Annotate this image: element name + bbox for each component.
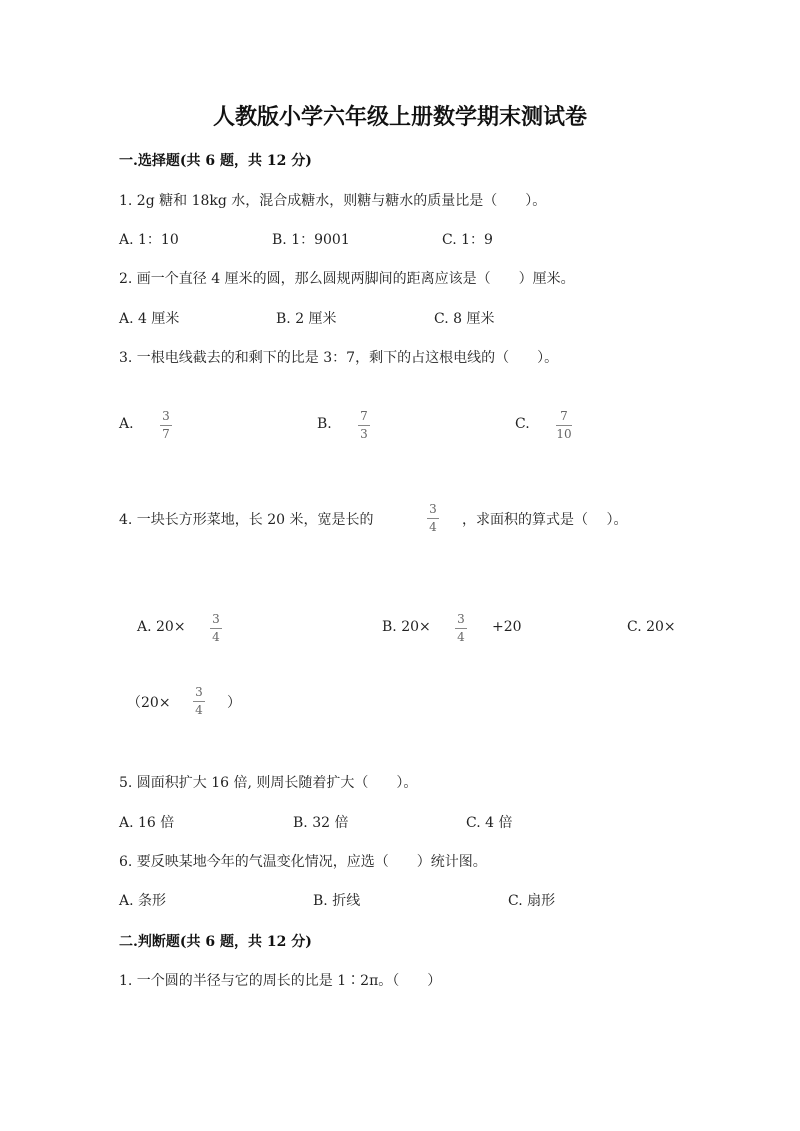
page-title: 人教版小学六年级上册数学期末测试卷 [212,104,587,130]
fraction-bar [160,425,172,426]
question-3: 3. 一根电线截去的和剩下的比是 3：7，剩下的占这根电线的（ ）。 [119,350,559,366]
question-6: 6. 要反映某地今年的气温变化情况，应选（ ）统计图。 [119,854,487,870]
fraction-bar [193,701,205,702]
denominator: 10 [556,427,572,441]
q3-option-c-fraction [556,410,572,441]
question-4-text-after: ，求面积的算式是（ ）。 [462,512,628,528]
section-heading-choice: 一.选择题(共 6 题，共 12 分) [119,153,312,169]
q4-option-c-suffix: ） [227,695,241,711]
q6-option-a: A. 条形 [119,893,167,909]
q1-option-c: C. 1：9 [442,232,493,248]
numerator: 3 [429,502,437,516]
q4-option-c: C. 20× [627,619,676,635]
numerator: 7 [360,409,368,423]
q5-option-a: A. 16 倍 [119,815,175,831]
q3-option-c-label: C. [515,416,530,432]
q5-option-c: C. 4 倍 [466,815,513,831]
q1-option-a: A. 1：10 [119,232,179,248]
q4-option-a-fraction [210,613,222,644]
q1-option-b: B. 1：9001 [272,232,350,248]
question-4-fraction [427,503,439,534]
question-1: 1. 2g 糖和 18kg 水，混合成糖水，则糖与糖水的质量比是（ ）。 [119,193,547,209]
fraction-bar [455,628,467,629]
q4-option-b: B. 20× [382,619,431,635]
fraction-bar [556,425,572,426]
denominator: 4 [429,520,437,534]
numerator: 7 [560,409,568,423]
numerator: 3 [457,612,465,626]
denominator: 4 [457,630,465,644]
q6-option-c: C. 扇形 [508,893,556,909]
question-2: 2. 画一个直径 4 厘米的圆，那么圆规两脚间的距离应该是（ ）厘米。 [119,271,575,287]
q2-option-b: B. 2 厘米 [276,311,337,327]
q3-option-b-fraction [358,410,370,441]
q2-option-a: A. 4 厘米 [119,311,180,327]
question-5: 5. 圆面积扩大 16 倍, 则周长随着扩大（ ）。 [119,775,418,791]
q3-option-a-label: A. [119,416,134,432]
numerator: 3 [195,685,203,699]
q4-option-c-fraction [193,686,205,717]
q5-option-b: B. 32 倍 [293,815,349,831]
q3-option-a-fraction [160,410,172,441]
q4-option-a: A. 20× [137,619,186,635]
q6-option-b: B. 折线 [313,893,361,909]
q4-option-b-fraction [455,613,467,644]
fraction-bar [358,425,370,426]
denominator: 7 [162,427,170,441]
numerator: 3 [212,612,220,626]
fraction-bar [427,518,439,519]
section-heading-judgement: 二.判断题(共 6 题，共 12 分) [119,934,312,950]
q4-option-b-suffix: +20 [492,619,522,635]
question-4-text-before: 4. 一块长方形菜地，长 20 米，宽是长的 [119,512,374,528]
denominator: 4 [195,703,203,717]
q3-option-b-label: B. [317,416,332,432]
fraction-bar [210,628,222,629]
judgement-1: 1. 一个圆的半径与它的周长的比是 1∶2π。（ ） [119,973,442,989]
denominator: 3 [360,427,368,441]
q4-option-c-continued: （20× [127,695,171,711]
numerator: 3 [162,409,170,423]
denominator: 4 [212,630,220,644]
q2-option-c: C. 8 厘米 [434,311,495,327]
